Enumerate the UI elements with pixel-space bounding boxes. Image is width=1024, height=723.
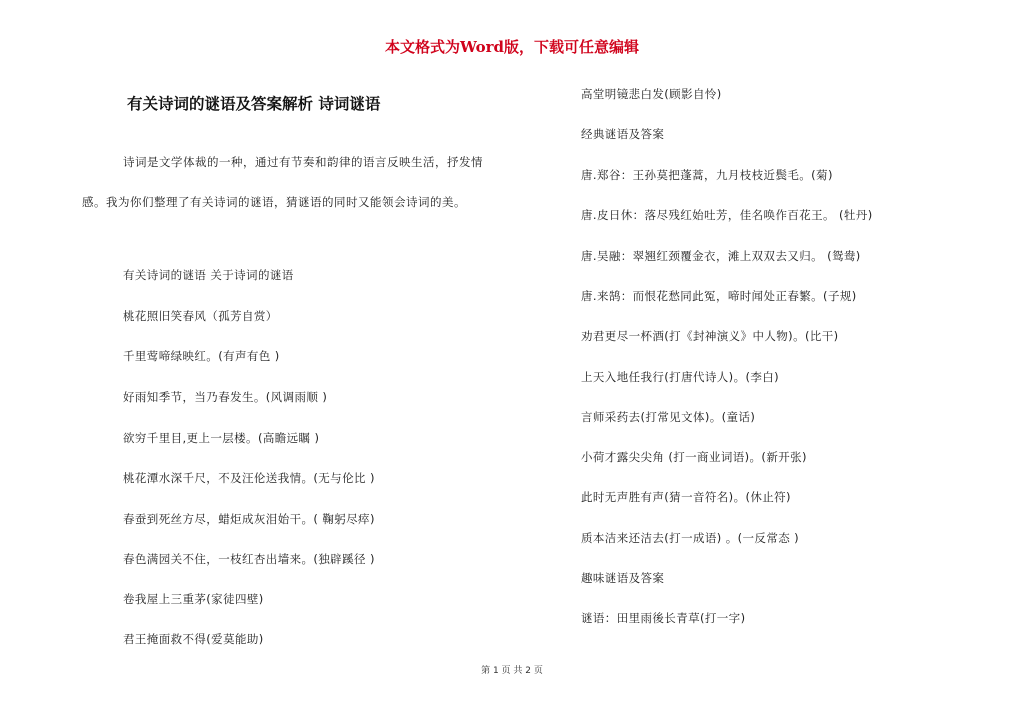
riddle-line: 唐.来鹄：而恨花愁同此冤，啼时闻处正春繁。(子规) — [581, 289, 857, 303]
intro-paragraph: 诗词是文学体裁的一种，通过有节奏和韵律的语言反映生活，抒发情感。我为你们整理了有关诗词的谜语，猜谜语的同时又能领会诗词的美。 — [82, 155, 483, 209]
riddle-line: 质本洁来还洁去(打一成语) 。(一反常态 ) — [581, 531, 800, 545]
section-heading: 趣味谜语及答案 — [581, 571, 665, 585]
riddle-line: 卷我屋上三重茅(家徒四壁) — [123, 592, 264, 606]
riddle-line: 春色满园关不住，一枝红杏出墙来。(独辟蹊径 ) — [123, 552, 375, 566]
riddle-line: 谜语：田里雨後长青草(打一字) — [581, 611, 746, 625]
section-heading: 经典谜语及答案 — [581, 127, 665, 141]
riddle-line: 桃花照旧笑春风（孤芳自赏） — [123, 309, 278, 323]
article-title: 有关诗词的谜语及答案解析 诗词谜语 — [127, 94, 381, 113]
riddle-line: 劝君更尽一杯酒(打《封神演义》中人物)。(比干) — [581, 329, 839, 343]
riddle-line: 此时无声胜有声(猜一音符名)。(休止符) — [581, 490, 791, 504]
page-number: 第 1 页 共 2 页 — [481, 666, 543, 676]
riddle-line: 春蚕到死丝方尽，蜡炬成灰泪始干。( 鞠躬尽瘁) — [123, 512, 375, 526]
riddle-line: 君王掩面救不得(爱莫能助) — [123, 632, 264, 646]
riddle-line: 唐.皮日休：落尽残红始吐芳，佳名唤作百花王。 (牡丹) — [581, 208, 873, 222]
riddle-line: 上天入地任我行(打唐代诗人)。(李白) — [581, 370, 780, 384]
riddle-line: 小荷才露尖尖角 (打一商业词语)。(新开张) — [581, 450, 807, 464]
section-heading: 有关诗词的谜语 关于诗词的谜语 — [123, 268, 294, 282]
riddle-line: 千里莺啼绿映红。(有声有色 ) — [123, 349, 280, 363]
editable-banner: 本文格式为Word版，下载可任意编辑 — [384, 38, 640, 56]
riddle-line: 桃花潭水深千尺，不及汪伦送我情。(无与伦比 ) — [123, 471, 375, 485]
riddle-line: 好雨知季节，当乃春发生。(风调雨顺 ) — [123, 390, 328, 404]
riddle-line: 唐.吴融：翠翘红颈覆金衣，滩上双双去又归。 (鸳鸯) — [581, 249, 861, 263]
riddle-line: 欲穷千里目,更上一层楼。(高瞻远瞩 ) — [123, 431, 320, 445]
riddle-line: 言师采药去(打常见文体)。(童话) — [581, 410, 756, 424]
riddle-line: 唐.郑谷：王孙莫把蓬蒿，九月枝枝近鬓毛。(菊) — [581, 168, 833, 182]
riddle-line: 高堂明镜悲白发(顾影自怜) — [581, 87, 722, 101]
